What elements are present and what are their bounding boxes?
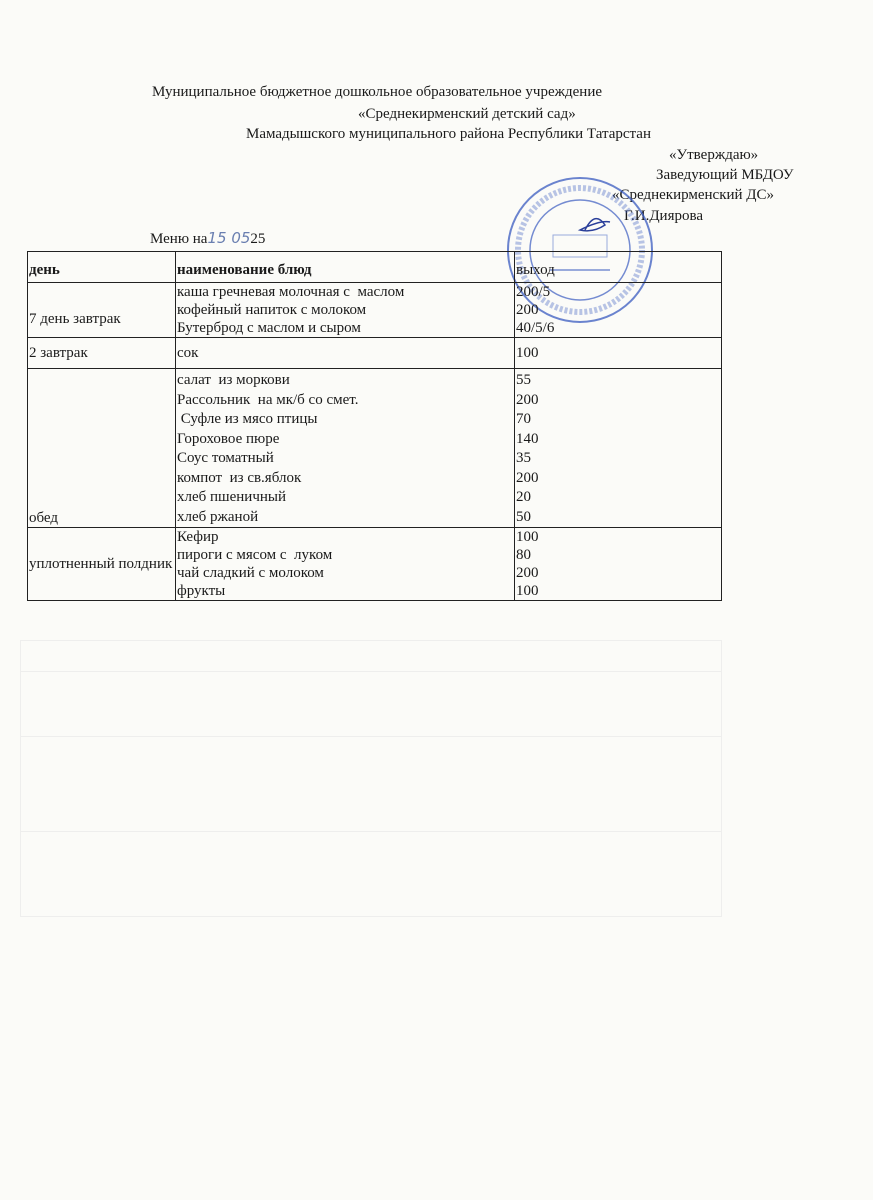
dish-list <box>176 338 515 369</box>
table-row <box>28 369 722 528</box>
handwritten-date: 15 05 <box>207 229 251 247</box>
dish-yield: 20 <box>516 489 531 505</box>
dish-name: сок <box>177 345 199 361</box>
dish-name: хлеб ржаной <box>177 508 259 525</box>
meal-day: обед <box>28 369 176 528</box>
meal-day: уплотненный полдник <box>28 528 176 601</box>
yield-list <box>515 369 722 528</box>
org-line-1: Муниципальное бюджетное дошкольное образовательное учреждение <box>152 84 602 100</box>
dish-name: Кефир <box>177 529 219 545</box>
table-row <box>28 283 722 338</box>
meal-day: 2 завтрак <box>28 338 176 369</box>
dish-yield: 100 <box>516 345 539 361</box>
dish-yield: 100 <box>516 529 539 545</box>
menu-year: 25 <box>250 231 266 247</box>
dish-yield: 200 <box>516 391 539 408</box>
header-dishes: наименование блюд <box>176 252 515 283</box>
dish-list <box>176 369 515 528</box>
dish-yield: 70 <box>516 411 531 427</box>
dish-yield: 35 <box>516 450 531 466</box>
dish-yield: 40/5/6 <box>516 320 555 336</box>
dish-yield: 200/5 <box>516 284 551 300</box>
dish-name: хлеб пшеничный <box>177 489 286 505</box>
dish-name: каша гречневая молочная с маслом <box>177 284 405 300</box>
dish-name: Суфле из мясо птицы <box>177 411 318 427</box>
dish-name: компот из св.яблок <box>177 469 302 486</box>
approval-line-2: Заведующий МБДОУ <box>656 167 794 183</box>
dish-yield: 200 <box>516 565 539 581</box>
dish-yield: 140 <box>516 430 539 447</box>
dish-name: чай сладкий с молоком <box>177 565 324 581</box>
org-line-2: «Среднекирменский детский сад» <box>358 106 576 122</box>
yield-list <box>515 283 722 338</box>
table-row <box>28 338 722 369</box>
signature <box>580 219 610 231</box>
table-row <box>28 528 722 601</box>
header-yield: выход <box>515 252 722 283</box>
dish-name: Бутерброд с маслом и сыром <box>177 320 361 336</box>
dish-list <box>176 528 515 601</box>
org-line-3: Мамадышского муниципального района Республики Татарстан <box>246 126 651 142</box>
dish-name: Рассольник на мк/б со смет. <box>177 391 359 408</box>
approval-line-1: «Утверждаю» <box>669 147 759 163</box>
yield-list <box>515 528 722 601</box>
menu-label: Меню на <box>150 231 208 247</box>
dish-name: пироги с мясом с луком <box>177 547 333 563</box>
dish-name: Соус томатный <box>177 450 274 466</box>
header-day: день <box>28 252 176 283</box>
dish-list <box>176 283 515 338</box>
approval-line-3: «Среднекирменский ДС» <box>612 187 775 203</box>
dish-name: кофейный напиток с молоком <box>177 302 367 318</box>
menu-date-line <box>150 229 265 248</box>
dish-name: салат из моркови <box>177 372 290 388</box>
table-header-row <box>28 252 722 283</box>
dish-yield: 200 <box>516 469 539 486</box>
approval-line-4: Г.И.Диярова <box>624 208 704 224</box>
dish-yield: 200 <box>516 302 539 318</box>
bleed-through-ghost-table <box>20 640 722 917</box>
meal-day: 7 день завтрак <box>28 283 176 338</box>
dish-name: Гороховое пюре <box>177 430 280 447</box>
yield-list <box>515 338 722 369</box>
dish-yield: 50 <box>516 508 531 525</box>
dish-name: фрукты <box>177 583 226 599</box>
menu-table <box>27 251 722 601</box>
dish-yield: 55 <box>516 372 531 388</box>
dish-yield: 80 <box>516 547 531 563</box>
dish-yield: 100 <box>516 583 539 599</box>
